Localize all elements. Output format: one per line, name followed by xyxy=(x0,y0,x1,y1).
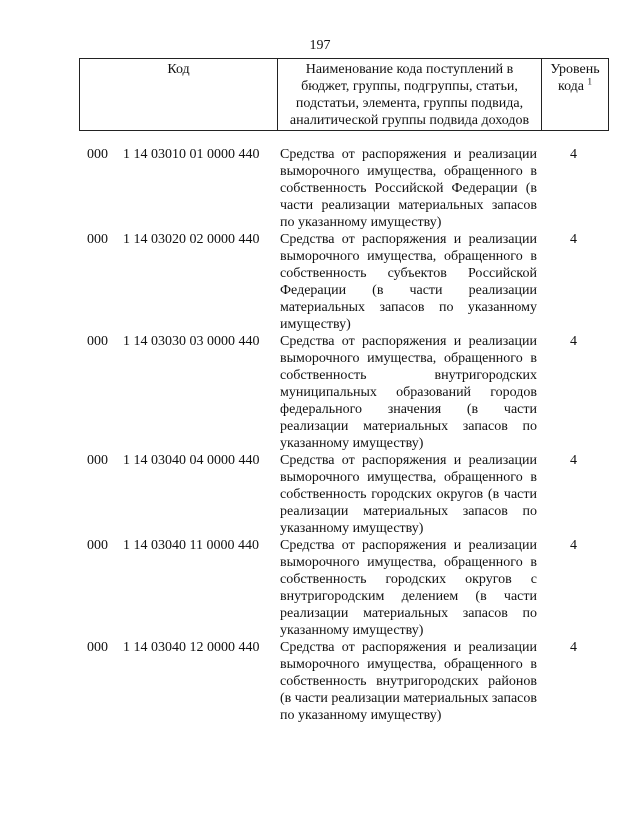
page-number: 197 xyxy=(309,38,331,53)
revenue-code-cell: 1 14 03010 01 0000 440 xyxy=(123,147,260,162)
revenue-name-cell: Средства от распоряжения и реализации выморочного имущества, обращенного в собственность Российской Федерации (в части реализации материальных запасов по указанному имуществу) xyxy=(280,147,537,230)
level-cell: 4 xyxy=(570,640,577,655)
admin-code-cell: 000 xyxy=(87,232,108,247)
admin-code-cell: 000 xyxy=(87,147,108,162)
table-row xyxy=(79,231,610,333)
revenue-name-cell: Средства от распоряжения и реализации выморочного имущества, обращенного в собственность внутригородских районов (в части реализации материальных запасов по указанному имуществу) xyxy=(280,640,537,723)
revenue-name-cell: Средства от распоряжения и реализации выморочного имущества, обращенного в собственность субъектов Российской Федерации (в части реализации материальных запасов по указанному имуществу) xyxy=(280,232,537,332)
revenue-name-cell: Средства от распоряжения и реализации выморочного имущества, обращенного в собственность городских округов с внутригородским делением (в части реализации материальных запасов по указанному имуществу) xyxy=(280,538,537,638)
table-row xyxy=(79,639,610,724)
admin-code-cell: 000 xyxy=(87,538,108,553)
header-code-cell: Код xyxy=(80,59,278,131)
table-header xyxy=(79,58,609,131)
level-cell: 4 xyxy=(570,334,577,349)
table-row xyxy=(79,146,610,231)
table-row xyxy=(79,537,610,639)
revenue-code-cell: 1 14 03020 02 0000 440 xyxy=(123,232,260,247)
header-name-cell: Наименование кода поступлений в бюджет, группы, подгруппы, статьи, подстатьи, элемента, группы подвида, аналитической группы подвида доходов xyxy=(278,59,542,131)
table-row xyxy=(79,333,610,452)
header-level-label: Уровень кода xyxy=(550,62,600,94)
revenue-code-cell: 1 14 03040 11 0000 440 xyxy=(123,538,259,553)
revenue-name-cell: Средства от распоряжения и реализации выморочного имущества, обращенного в собственность городских округов (в части реализации материальных запасов по указанному имуществу) xyxy=(280,453,537,536)
level-cell: 4 xyxy=(570,232,577,247)
revenue-code-list xyxy=(79,146,610,724)
level-cell: 4 xyxy=(570,538,577,553)
level-cell: 4 xyxy=(570,453,577,468)
footnote-marker: 1 xyxy=(587,76,593,87)
revenue-code-cell: 1 14 03030 03 0000 440 xyxy=(123,334,260,349)
header-level-cell xyxy=(542,59,609,131)
revenue-name-cell: Средства от распоряжения и реализации выморочного имущества, обращенного в собственность внутригородских муниципальных образований городов федерального значения (в части реализации материальных запасов по указанному имуществу) xyxy=(280,334,537,451)
table-row xyxy=(79,452,610,537)
revenue-code-cell: 1 14 03040 04 0000 440 xyxy=(123,453,260,468)
revenue-code-cell: 1 14 03040 12 0000 440 xyxy=(123,640,260,655)
admin-code-cell: 000 xyxy=(87,453,108,468)
level-cell: 4 xyxy=(570,147,577,162)
admin-code-cell: 000 xyxy=(87,334,108,349)
admin-code-cell: 000 xyxy=(87,640,108,655)
